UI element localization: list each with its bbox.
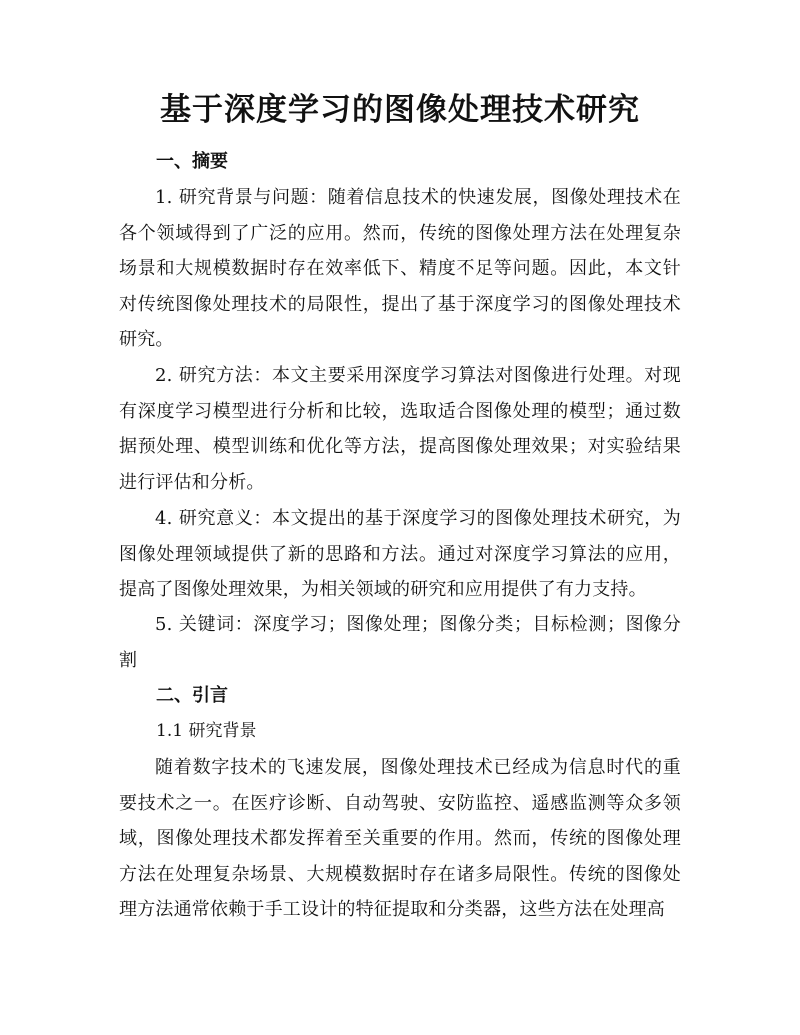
section-heading-introduction: 二、引言: [156, 685, 228, 706]
subsection-heading-background: 1.1 研究背景: [156, 721, 257, 741]
abstract-item-background: 1. 研究背景与问题：随着信息技术的快速发展，图像处理技术在各个领域得到了广泛的应用。然而，传统的图像处理方法在处理复杂场景和大规模数据时存在效率低下、精度不足等问题。因此，本文针对传统图像处理技术的局限性，提出了基于深度学习的图像处理技术研究。: [119, 187, 681, 350]
section-heading-abstract: 一、摘要: [156, 151, 228, 172]
abstract-item-keywords: 5. 关键词：深度学习；图像处理；图像分类；目标检测；图像分割: [119, 614, 681, 671]
introduction-paragraph: 随着数字技术的飞速发展，图像处理技术已经成为信息时代的重要技术之一。在医疗诊断、自动驾驶、安防监控、遥感监测等众多领域，图像处理技术都发挥着至关重要的作用。然而，传统的图像处理方法在处理复杂场景、大规模数据时存在诸多局限性。传统的图像处理方法通常依赖于手工设计的特征提取和分类器，这些方法在处理高: [119, 757, 681, 920]
document-title: 基于深度学习的图像处理技术研究: [160, 92, 640, 128]
abstract-item-significance: 4. 研究意义：本文提出的基于深度学习的图像处理技术研究，为图像处理领域提供了新的思路和方法。通过对深度学习算法的应用，提高了图像处理效果，为相关领域的研究和应用提供了有力支持。: [119, 508, 681, 600]
abstract-item-method: 2. 研究方法：本文主要采用深度学习算法对图像进行处理。对现有深度学习模型进行分析和比较，选取适合图像处理的模型；通过数据预处理、模型训练和优化等方法，提高图像处理效果；对实验结果进行评估和分析。: [119, 365, 681, 493]
